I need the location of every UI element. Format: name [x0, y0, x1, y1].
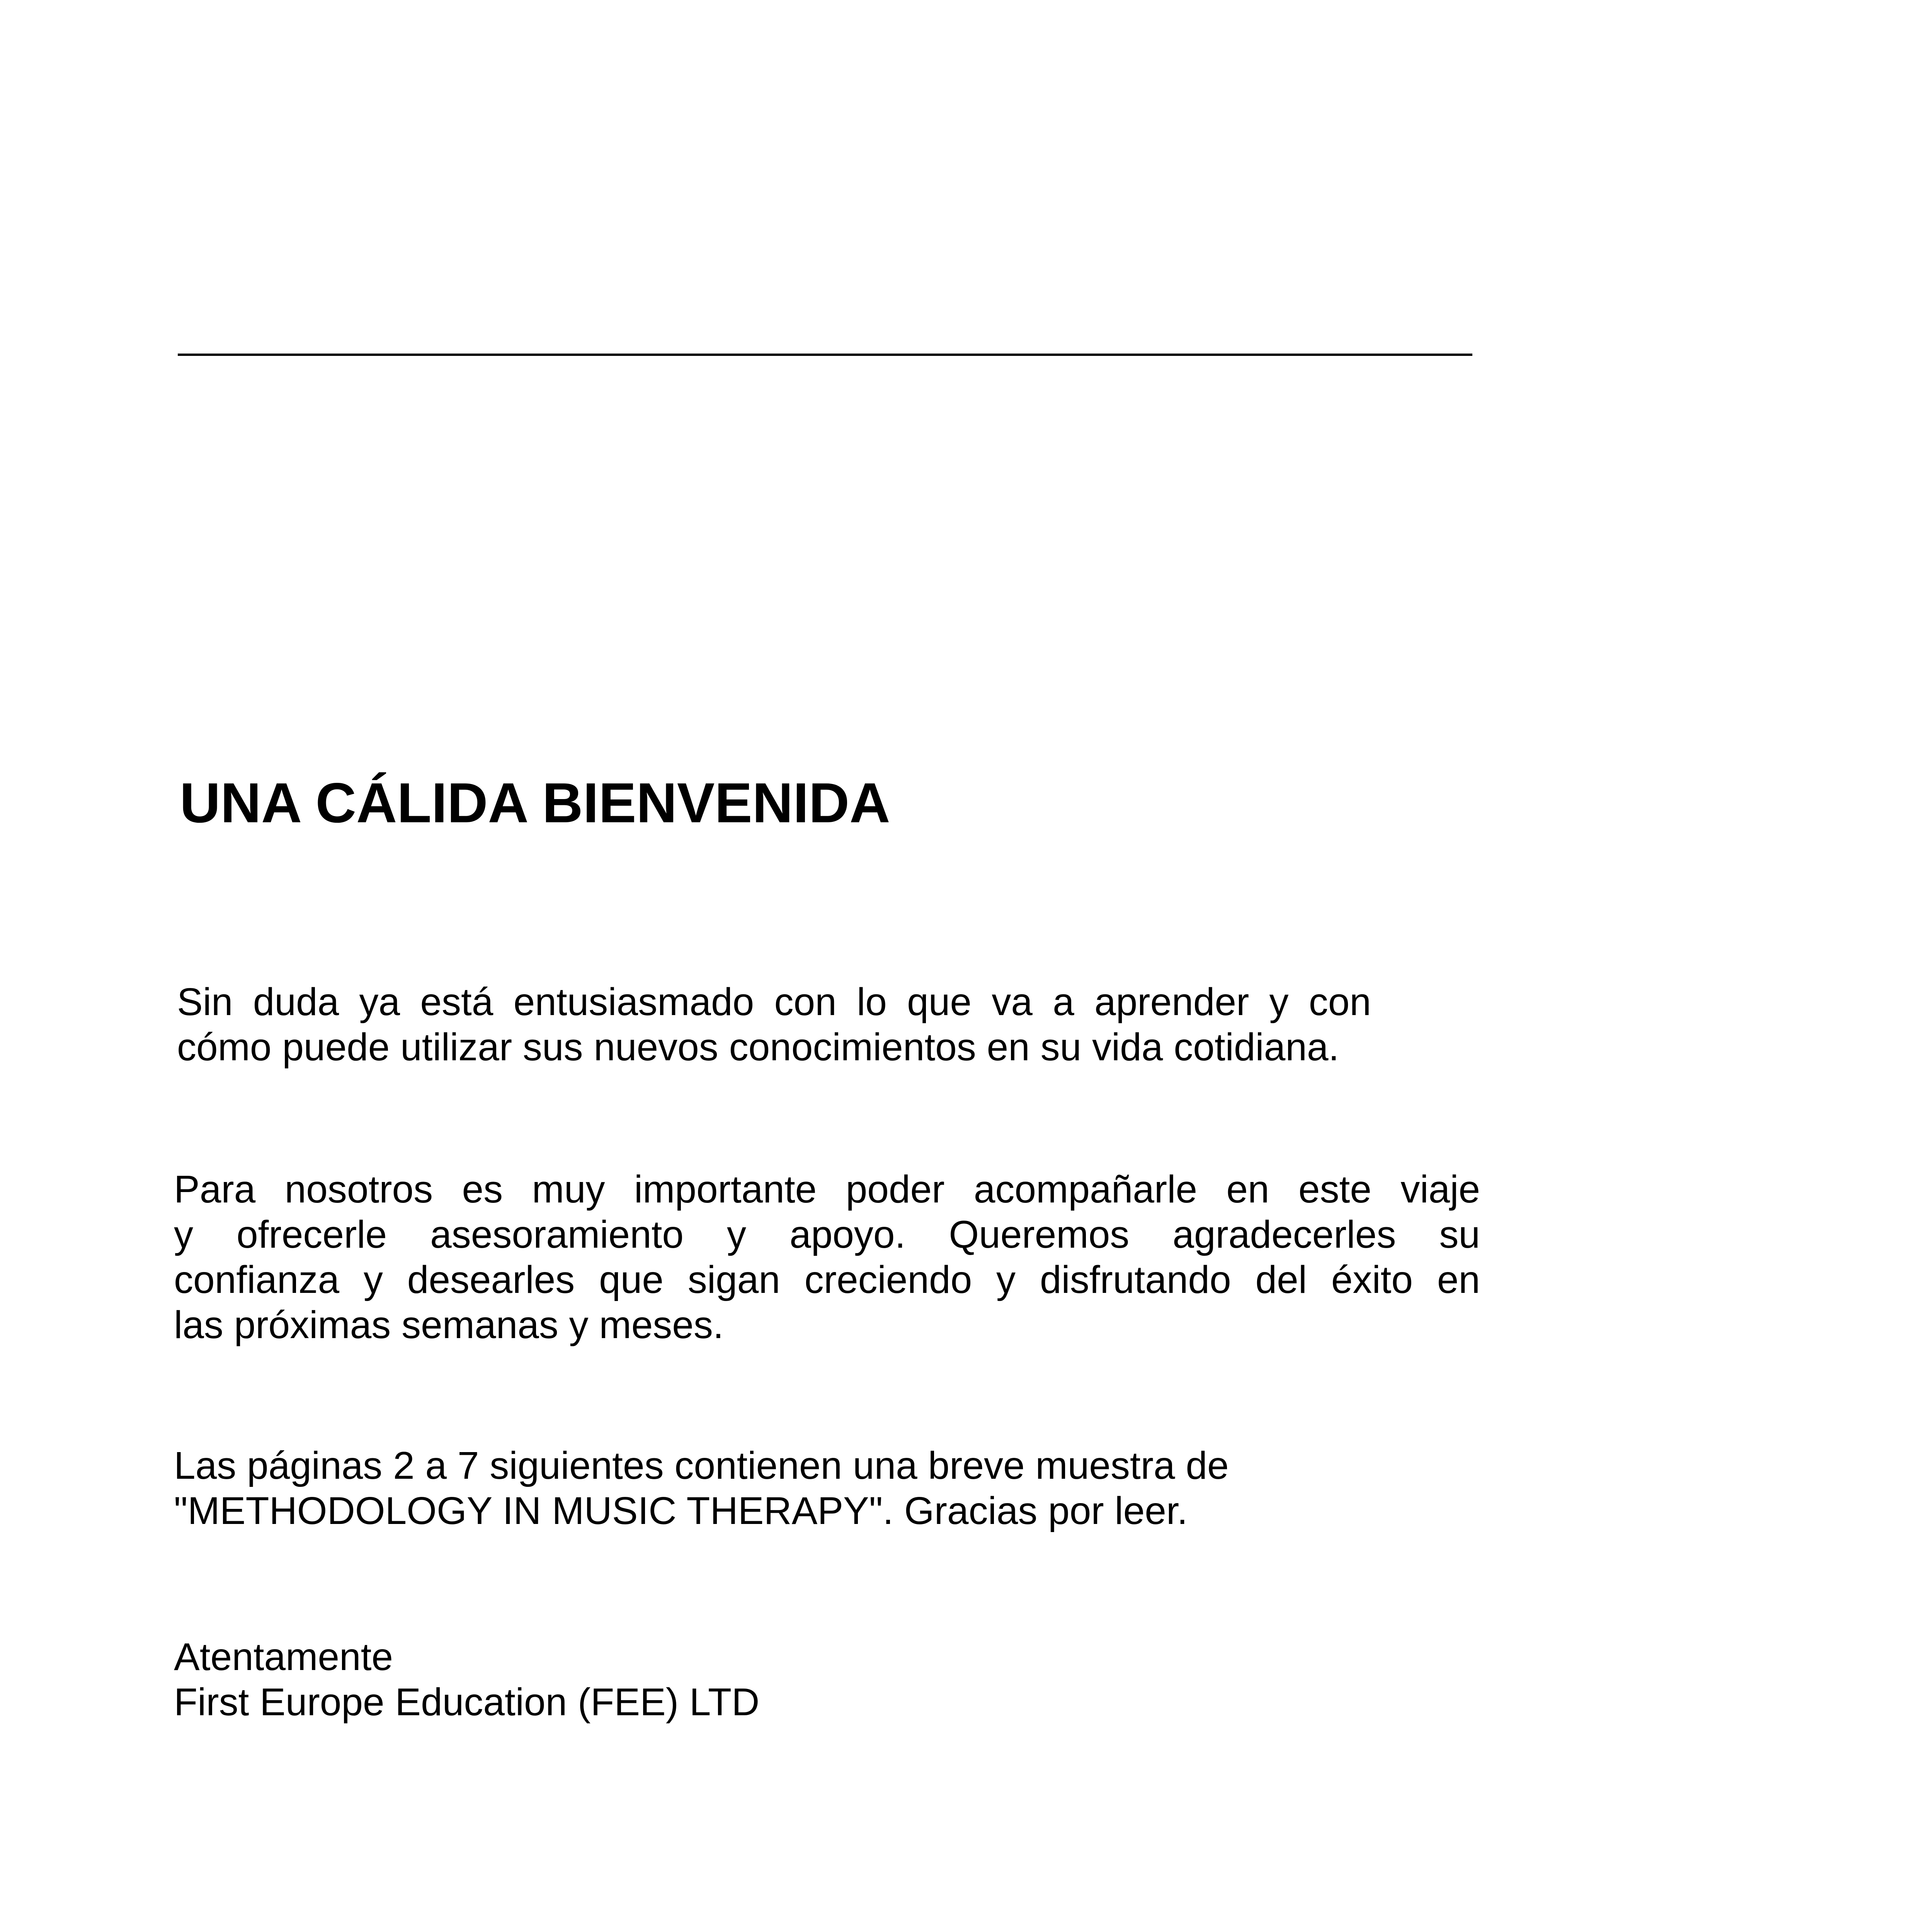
- support-paragraph-line: y ofrecerle asesoramiento y apoyo. Queremos agradecerles su: [174, 1213, 1480, 1256]
- signature-block: [174, 1634, 1488, 1725]
- sample-notice-line: Las páginas 2 a 7 siguientes contienen una breve muestra de: [174, 1444, 1229, 1487]
- support-paragraph-line: las próximas semanas y meses.: [174, 1303, 724, 1347]
- intro-paragraph: [177, 980, 1371, 1070]
- signature-organization: First Europe Education (FEE) LTD: [174, 1680, 760, 1724]
- sample-notice-paragraph: [174, 1443, 1488, 1534]
- sample-notice-line: "METHODOLOGY IN MUSIC THERAPY". Gracias por leer.: [174, 1489, 1188, 1532]
- signature-closing: Atentamente: [174, 1635, 393, 1679]
- intro-paragraph-line: Sin duda ya está entusiasmado con lo que va a aprender y con: [177, 980, 1371, 1024]
- intro-paragraph-line: cómo puede utilizar sus nuevos conocimientos en su vida cotidiana.: [177, 1026, 1339, 1069]
- support-paragraph: [174, 1167, 1480, 1348]
- support-paragraph-line: confianza y desearles que sigan creciendo y disfrutando del éxito en: [174, 1258, 1480, 1301]
- page-title: UNA CÁLIDA BIENVENIDA: [180, 771, 890, 834]
- support-paragraph-line: Para nosotros es muy importante poder acompañarle en este viaje: [174, 1168, 1480, 1211]
- top-horizontal-rule: [178, 354, 1472, 356]
